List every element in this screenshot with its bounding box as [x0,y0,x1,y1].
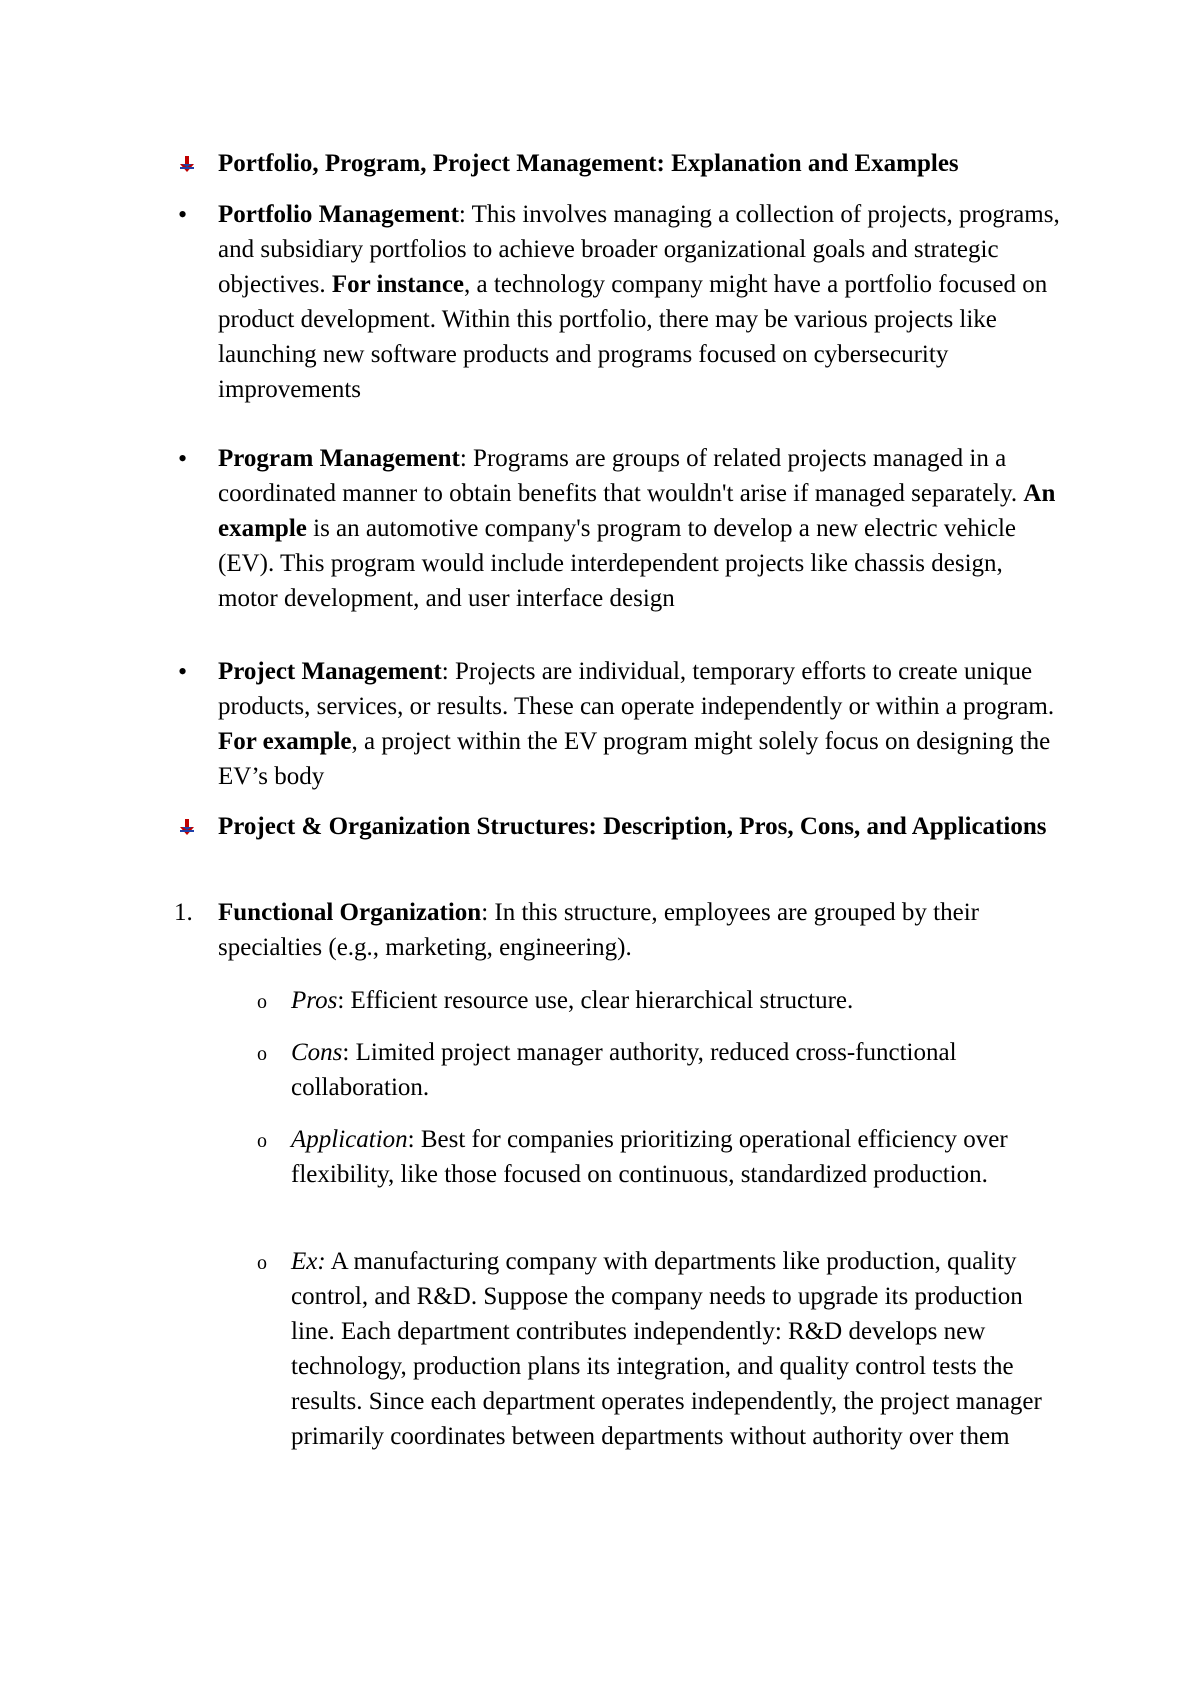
term-program-management: Program Management [218,445,460,472]
pros-text: : Efficient resource use, clear hierarchical structure. [337,987,854,1014]
project-text-1: : Projects are individual, temporary efforts to create unique products, services, or results. These can operate independently or within a program. [218,658,1055,720]
list-number: 1. [174,899,193,926]
list-item-portfolio-management [178,197,1068,407]
sub-bullet-marker: o [257,1252,267,1274]
sub-bullet-marker: o [257,991,267,1013]
bullet-marker: • [178,657,188,686]
portfolio-emphasis: For instance [331,271,465,298]
term-project-management: Project Management [218,658,442,685]
functional-text: : In this structure, employees are grouped by their specialties (e.g., marketing, engineering). [218,899,979,961]
sub-bullet-marker: o [257,1130,267,1152]
label-application: Application [291,1126,408,1153]
label-cons: Cons [291,1039,343,1066]
list-item-project-management [178,654,1068,794]
section-heading-structures [218,809,1068,844]
application-text: : Best for companies prioritizing operational efficiency over flexibility, like those focused on continuous, standardized production. [291,1126,1008,1188]
sub-item-cons [257,1035,1071,1105]
example-text: A manufacturing company with departments like production, quality control, and R&D. Suppose the company needs to upgrade its production line. Each department contributes independently: R&D develops new technology, production plans its integration, and quality control tests the results. Since each department operates independently, the project manager primarily coordinates between departments without authority over them [291,1248,1042,1450]
term-functional-organization: Functional Organization [218,899,482,926]
bullet-marker: • [178,200,188,229]
arrow-down-icon [178,818,196,836]
section-heading-portfolio-program-project [218,146,1068,181]
heading-text: Project & Organization Structures: Description, Pros, Cons, and Applications [218,813,1047,840]
sub-item-example [257,1244,1071,1454]
bullet-marker: • [178,444,188,473]
sub-item-pros [257,983,1071,1018]
heading-text: Portfolio, Program, Project Management: Explanation and Examples [218,150,959,177]
list-item-program-management [178,441,1068,616]
portfolio-text-1: : This involves managing a collection of projects, programs, and subsidiary portfolios to achieve broader organizational goals and strategic objectives. [218,201,1060,298]
cons-text: : Limited project manager authority, reduced cross-functional collaboration. [291,1039,957,1101]
program-text-2: is an automotive company's program to develop a new electric vehicle (EV). This program would include interdependent projects like chassis design, motor development, and user interface design [218,515,1016,612]
label-pros: Pros [291,987,338,1014]
label-example: Ex: [291,1248,326,1275]
program-emphasis: An example [218,480,1056,542]
term-portfolio-management: Portfolio Management [218,201,459,228]
arrow-down-icon [178,155,196,173]
project-emphasis: For example [218,728,352,755]
sub-bullet-marker: o [257,1043,267,1065]
sub-item-application [257,1122,1071,1192]
numbered-item-functional-organization [174,895,1068,965]
project-text-2: , a project within the EV program might solely focus on designing the EV’s body [218,728,1051,790]
portfolio-text-2: , a technology company might have a portfolio focused on product development. Within this portfolio, there may be various projects like launching new software products and programs focused on cybersecurity improvements [218,271,1048,403]
program-text-1: : Programs are groups of related projects managed in a coordinated manner to obtain benefits that wouldn't arise if managed separately. [218,445,1024,507]
